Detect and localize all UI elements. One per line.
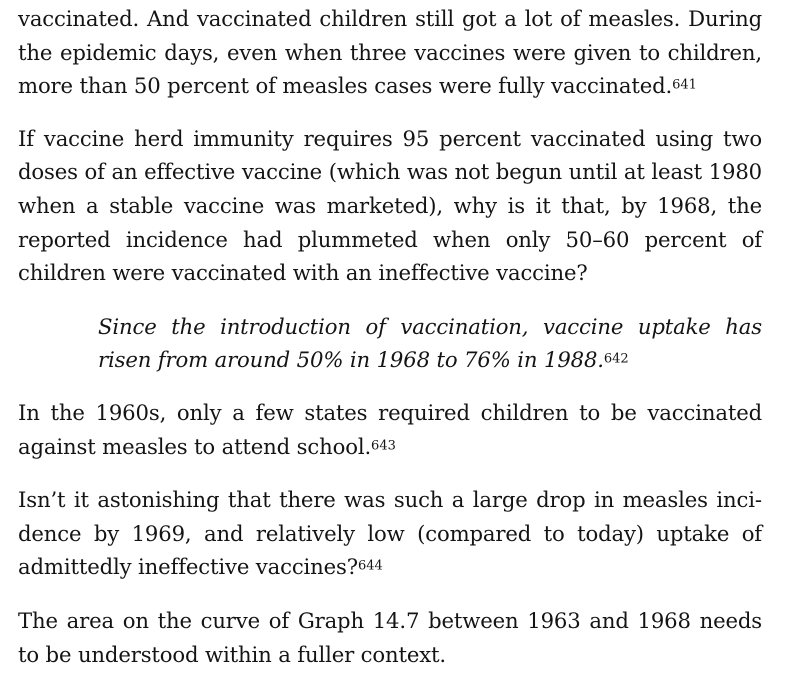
block-quote <box>98 310 762 377</box>
paragraph-state-requirements <box>18 396 762 463</box>
quote-text: Since the introduction of vaccination, vaccine uptake has risen from around 50% in 1968 to 76% in 1988. <box>98 313 762 373</box>
paragraph-astonishing-drop <box>18 483 762 584</box>
footnote-ref-643[interactable]: 643 <box>371 437 396 453</box>
paragraph-text: The area on the curve of Graph 14.7 between 1963 and 1968 needs to be understood within a fuller context. <box>18 607 762 667</box>
paragraph-measles-vaccinated <box>18 2 762 103</box>
paragraph-text: Isn’t it astonishing that there was such a large drop in measles incidence by 1969, and relatively low (compared to today) uptake of admittedly ineffective vaccines? <box>18 487 762 580</box>
paragraph-text: vaccinated. And vaccinated children still got a lot of measles. During the epidemic days, even when three vaccines were given to children, more than 50 percent of measles cases were fully vaccinated. <box>18 6 762 99</box>
paragraph-text: If vaccine herd immunity requires 95 percent vaccinated using two doses of an effective vaccine (which was not begun until at least 1980 when a stable vaccine was marketed), why is it that, by 1968, the reported incidence had plummeted when only 50–60 percent of children were vaccinated with an ineffective vaccine? <box>18 125 762 286</box>
footnote-ref-642[interactable]: 642 <box>603 351 629 367</box>
paragraph-graph-context <box>18 604 762 671</box>
footnote-ref-641[interactable]: 641 <box>672 77 697 93</box>
paragraph-text: In the 1960s, only a few states required children to be vaccinated against measles to attend school. <box>18 399 762 459</box>
paragraph-herd-immunity <box>18 122 762 290</box>
footnote-ref-644[interactable]: 644 <box>357 558 383 574</box>
document-page <box>18 2 762 691</box>
